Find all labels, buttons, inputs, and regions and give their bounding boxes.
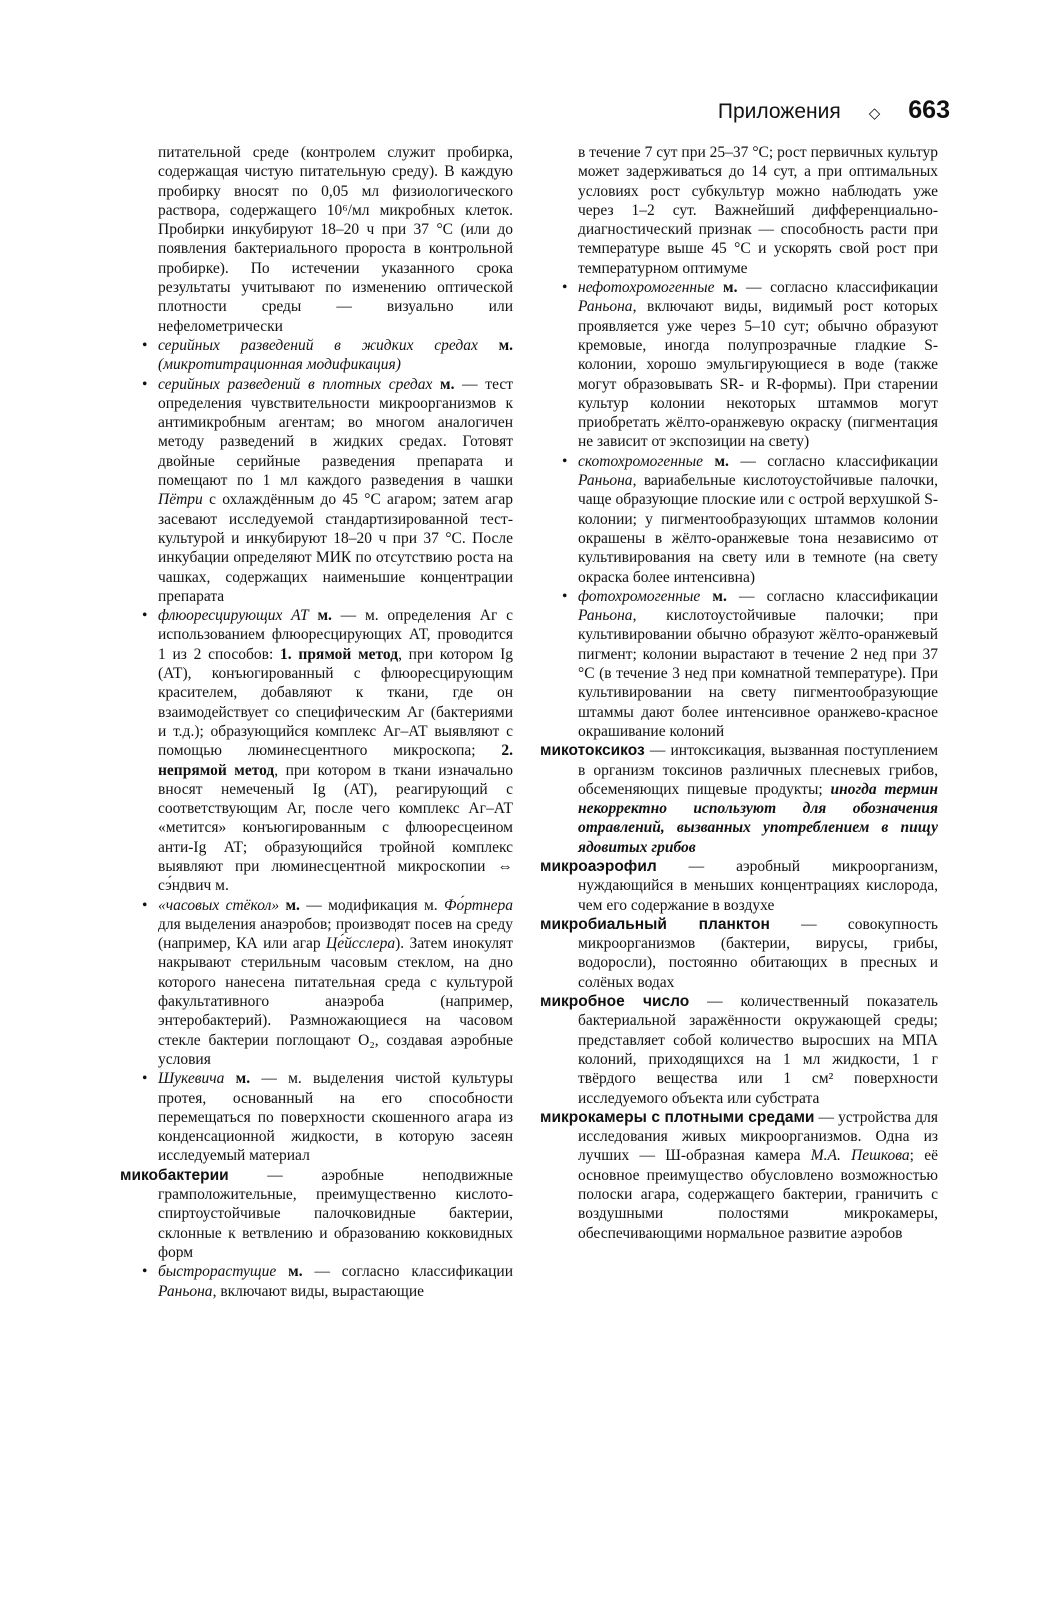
entry-text: ; её основное преимущество обусловлено возможностью полоски агара, содержащего бактерии, граничить с воздушными полостями микрокамеры, обеспечивающими нормальное развитие аэробов — [578, 1147, 938, 1242]
dictionary-entry — [540, 741, 938, 857]
entry-abbr: м. — [288, 1263, 303, 1281]
dictionary-entry — [540, 857, 938, 915]
dictionary-entry — [540, 915, 938, 992]
entry-term: микобактерии — [120, 1166, 229, 1184]
paragraph: питательной среде (контролем служит пробирка, содержащая чистую питательную среду). В каждую пробирку вносят по 0,05 мл физиологического раствора, содержащего 10⁶/мл микробных клеток. Пробирки инкубируют 18–20 ч при 37 °С (или до появления бактериального пророста в контрольной пробирке). По истечении указанного срока результаты учитывают по изменению оптической плотности среды — визуально или нефелометрически — [158, 144, 513, 335]
entry-text: — интоксикация, вызванная поступлением в организм токсинов различных плесневых грибов, обсеменяющих пищевые продукты; — [578, 742, 938, 798]
diamond-icon: ◇ — [868, 105, 881, 122]
entry-name: Раньона — [578, 298, 633, 316]
entry-text: , при котором в ткани изначально вносят немеченый Ig (АТ), реагирующий с соответствующим Аг, после чего комплекс Аг–АТ «метится» конъюгированным с флюоресцеином анти-Ig АТ; образующийся тройной комплекс выявляют при люминесцентной микроскопии ⇔ сэ́ндвич м. — [158, 761, 514, 895]
entry-text: ). Затем инокулят накрывают стерильным часовым стеклом, на дно которого нанесена питательная среда с культурой факультативного анаэроба (например, энтеробактерий). Размножающиеся на часовом стекле бактерии поглощают О₂, создавая аэробные условия — [158, 935, 513, 1068]
entry-subterm: 2. непрямой метод — [158, 742, 513, 779]
entry-title: «часовых стёкол» — [158, 896, 280, 914]
list-item — [120, 896, 513, 1070]
list-item — [120, 1069, 513, 1165]
dictionary-entry — [120, 1166, 513, 1262]
entry-text: — аэробный микроорганизм, нуждающийся в меньших концентрациях кислорода, чем его содержание в воздухе — [578, 857, 938, 914]
entry-note: иногда термин некорректно используют для обозначения отравлений, вызванных употреблением в пищу ядовитых грибов — [578, 780, 938, 856]
entry-text: — согласно классификации — [728, 452, 938, 470]
paragraph: в течение 7 сут при 25–37 °С; рост первичных культур может задерживаться до 14 сут, а при оптимальных условиях рост субкультур можно наблюдать уже через 1–2 сут. Важнейший дифференциально-диагностический признак — способность расти при температуре выше 45 °С и ускорять свой рост при температурном оптимуме — [578, 144, 938, 277]
entry-text: — согласно классификации — [726, 587, 939, 605]
entry-text: — аэробные неподвижные грамположительные, преимущественно кислото-спиртоустойчивые палочковидные бактерии, склонные к ветвлению и образованию кокковидных форм — [158, 1166, 513, 1261]
entry-name: Це́йсслера — [326, 935, 396, 953]
entry-name: Фо́ртнера — [443, 896, 514, 914]
entry-name: Раньона — [578, 607, 633, 625]
dictionary-entry — [540, 992, 938, 1108]
section-title: Приложения — [717, 100, 841, 123]
entry-title: Шукевича — [158, 1070, 225, 1088]
entry-subterm: 1. прямой метод — [280, 645, 399, 663]
entry-term: микробиальный планктон — [540, 915, 770, 933]
entry-text: , включают виды, вырастающие — [212, 1282, 425, 1300]
entry-abbr: м. — [235, 1070, 251, 1088]
right-column — [540, 143, 938, 1243]
entry-text: , при котором Ig (АТ), конъюгированный с флюоресцирующим красителем, добавляют к ткани, где он взаимодействует со специфическим Аг (бактериями и т.д.); образующийся комплекс Аг–АТ выявляют с помощью люминесцентного микроскопа; — [158, 645, 514, 760]
entry-abbr: м. — [317, 607, 332, 625]
entry-text: , включают виды, видимый рост которых проявляется уже через 5–10 сут; обычно образуют кремовые, иногда полупрозрачные гладкие S-колонии, хорошо эмульгирующиеся в воде (также могут образовывать SR- и R-формы). При старении культур колонии некоторых штаммов могут приобретать жёлто-оранжевую окраску (пигментация не зависит от экспозиции на свету) — [578, 298, 938, 451]
entry-text: — м. выделения чистой культуры протея, основанный на его способности перемещаться по поверхности скошенного агара из конденсационной жидкости, в которую засеян исследуемый материал — [158, 1070, 513, 1165]
entry-name: Раньона — [578, 472, 633, 490]
entry-text: с охлаждённым до 45 °С агаром; затем агар засевают исследуемой стандартизированной тест-культурой и инкубируют 18–20 ч при 37 °С. После инкубации определяют МИК по отсутствию роста на чашках, содержащих наименьшие концентрации препарата — [158, 491, 513, 605]
entry-text: для выделения анаэробов; производят посев на среду (например, КА или агар — [158, 915, 513, 953]
list-item — [120, 375, 513, 607]
entry-name: Пётри — [158, 491, 203, 509]
left-column — [120, 143, 513, 1301]
entry-abbr: м. — [723, 279, 738, 297]
entry-title: фотохромогенные — [578, 587, 701, 605]
entry-text: — согласно классификации — [737, 279, 938, 297]
entry-abbr: м. — [285, 896, 300, 914]
entry-name: Раньона — [158, 1282, 213, 1300]
entry-title: скотохромогенные — [578, 452, 704, 470]
list-item — [540, 452, 938, 587]
list-item — [120, 336, 513, 375]
entry-text: — тест определения чувствительности микроорганизмов к антимикробным агентам; во многом аналогичен методу разведений в жидких средах. Готовят двойные серийные разведения препарата и помещают по 1 мл каждого разведения в чашки — [158, 375, 513, 490]
entry-text: — модификация м. — [299, 896, 444, 914]
list-item — [540, 587, 938, 741]
entry-text: — согласно классификации — [302, 1263, 514, 1281]
page-number: 663 — [908, 96, 950, 124]
entry-text: , вариабельные кислотоустойчивые палочки, чаще образующие плоские или с острой верхушкой S-колонии; у пигментообразующих штаммов колонии окрашены в жёлто-оранжевые тона независимо от культивирования на свету или в темноте (на свету окраска более интенсивна) — [578, 472, 938, 586]
entry-abbr: м. — [440, 375, 455, 393]
entry-term: микотоксикоз — [540, 742, 645, 760]
entry-abbr: м. — [714, 452, 729, 470]
entry-text: — м. определения Аг с использованием флюоресцирующих АТ, проводится 1 из 2 способов: — [158, 607, 514, 663]
entry-note: (микротитрационная модификация) — [158, 356, 401, 374]
entry-title: быстрорастущие — [158, 1263, 277, 1281]
entry-title: флюоресцирующих АТ — [158, 607, 309, 625]
entry-text: , кислотоустойчивые палочки; при культивировании обычно образуют жёлто-оранжевый пигмент; колонии вырастают в течение 2 нед при 37 °С (в течение 3 нед при комнатной температуре). При культивировании на свету пигментообразующие штаммы дают более интенсивное оранжево-красное окрашивание колоний — [578, 607, 938, 740]
list-item — [540, 278, 938, 452]
entry-title: серийных разведений в жидких средах — [158, 336, 478, 354]
entry-text: — совокупность микроорганизмов (бактерии, вирусы, грибы, водоросли), постоянно обитающих в пресных и солёных водах — [578, 915, 938, 991]
entry-title: нефотохромогенные — [578, 279, 715, 297]
entry-term: микробное число — [540, 993, 690, 1011]
list-item — [120, 1262, 513, 1301]
entry-text: — устройства для исследования живых микроорганизмов. Одна из лучших — Ш-образная камера — [578, 1108, 938, 1165]
entry-abbr: м. — [498, 336, 514, 354]
entry-term: микрокамеры с плотными средами — [540, 1108, 815, 1126]
entry-term: микроаэрофил — [540, 857, 657, 875]
dictionary-entry — [540, 1108, 938, 1243]
page-header — [718, 96, 950, 125]
entry-title: серийных разведений в плотных средах — [158, 375, 433, 393]
entry-abbr: м. — [712, 587, 727, 605]
list-item — [120, 606, 513, 895]
entry-text: — количественный показатель бактериальной заражённости окружающей среды; представляет собой количество выросших на МПА колоний, приходящихся на 1 мл жидкости, 1 г твёрдого вещества или 1 см² поверхности исследуемого объекта или субстрата — [578, 993, 938, 1107]
entry-name: М.А. Пешкова — [810, 1147, 910, 1165]
